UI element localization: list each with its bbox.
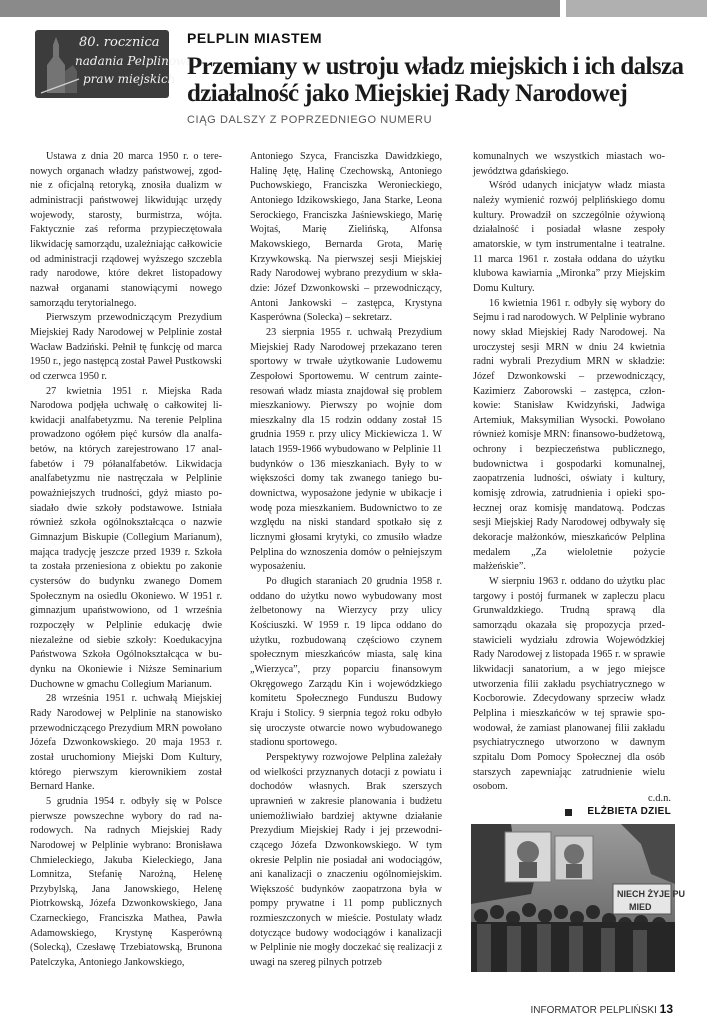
continued-note: c.d.n. (647, 793, 671, 804)
top-bar-dark-segment (0, 0, 560, 17)
page-footer (531, 1002, 673, 1016)
section-label: PELPLIN MIASTEM (187, 30, 323, 46)
page-number: 13 (659, 1002, 673, 1016)
article-title: Przemiany w ustroju władz miejskich i ich dalsza działalność jako Miejskiej Rady Narodowej (187, 53, 684, 107)
crowd-demonstration-photo-icon (471, 824, 686, 972)
top-color-bar (0, 0, 707, 17)
paragraph: 5 grudnia 1954 r. odbyły się w Polsce pierwsze powszechne wybory do rad narodowych. Na radnych Miejskiej Rady Narodowej w Pelplinie wybrano: Bronisława Chmieleckiego, Jakuba Kieleckiego, Jana Lomnitza, Stefanię Narożną, Helenę Przybylską, Jana Janowskiego, Helenę Piotrkowską, Józefa Dzwonkowskiego, Jana Czarneckiego, Franciszka Mathea, Pawła Adamowskiego, Krystynę Kasperówną (Solecką), Czesławę Trzebiatowską, Brunona Patelczyka, Antoniego Jankowskiego, (30, 795, 222, 969)
paragraph: Ustawa z dnia 20 marca 1950 r. o terenowych organach władzy państwowej, zgodnie z oficjalną retoryką, znosiła dualizm w administracji państwowej likwidując urzędy wojewody, starosty, burmistrza, wójta. Faktycznie zaś reforma przypieczętowała likwidację samorządu, uzależniając całkowicie od administracji rządowej wyższego szczebla rady narodowe, które dekret listopadowy nazwał organami stanowiącymi nowego samorządu terytorialnego. (30, 151, 222, 309)
church-tower-icon (39, 35, 79, 95)
text-column-2 (250, 150, 442, 980)
paragraph: 27 kwietnia 1951 r. Miejska Rada Narodowa podjęła uchwałę o całkowitej likwidacji analfabetyzmu. Na terenie Pelplina prowadzono ogółem pięć kursów dla analfabetów, na których zarejestrowano 17 analfabetów i 79 półanalfabetów. Likwidacja analfabetyzmu nie nastręczała w Pelplinie poważniejszych trudności, gdyż miasto posiadało dwie szkoły podstawowe. Istniała również szkoła ogólnokształcąca o nazwie Gimnazjum Biskupie (Collegium Marianum), mająca tradycję jeszcze przed 1939 r. Szkoła ta została przeniesiona z obiektu po zakonie cystersów do budynku zwanego Domem Społecznym na osiedlu Okoniewo. W 1951 r. gimnazjum upaństwowiono, od 1 września rozpoczęły w Pelplinie edukację dwie niezależne od siebie szkoły: Koedukacyjna Państwowa Szkoła Ogólnokształcąca w budynku na Okoniewie i Niższe Seminarium Duchowne w gmachu Collegium Marianum. (30, 385, 222, 690)
logo-line-2: nadania Pelplinowi (75, 54, 191, 68)
paragraph: Pierwszym przewodniczącym Prezydium Miejskiej Rady Narodowej w Pelplinie został Wacław Badziński. Pełnił tę funkcję od marca 1950 r., jego następcą został Paweł Pustkowski od czerwca 1950 r. (30, 312, 222, 382)
logo-line-3: praw miejskich (83, 72, 176, 86)
anniversary-logo (35, 30, 191, 98)
paragraph: W sierpniu 1963 r. oddano do użytku plac targowy i postój furmanek w zapleczu placu Grunwaldzkiego. Trudną sprawą dla samorządu okazała się propozycja przedstawicieli wydziału zdrowia Wojewódzkiej Rady Narodowej z listopada 1965 r. w sprawie likwidacji sanatorium, a w jego miejsce utworzenia filii zakładu psychiatrycznego w Kocborowie. Zdecydowany sprzeciw władz Pelplina i mieszkańców w tej sprawie spowodował, że zamiast planowanej filii zakładu psychiatrycznego utworzono w dawnym szpitalu Dom Pomocy Społecznej dla osób starszych zapewniając zatrudnienie wielu osobom. (473, 576, 665, 793)
paragraph: Wśród udanych inicjatyw władz miasta należy wymienić rozwój pelplińskiego domu kultury. Prowadził on szczególnie ożywioną działalność i posiadał własne zespoły amatorskie, w tym instrumentalne i teatralne. 11 marca 1961 r. została oddana do użytku klubowa kawiarnia „Mironka” przy Miejskim Domu Kultury. (473, 180, 665, 294)
paragraph: Perspektywy rozwojowe Pelplina zależały od wielkości przyznanych dotacji z powiatu i dochodów własnych. Brak szerszych uprawnień w zakresie planowania i budżetu uniemożliwiało bardziej aktywne działanie Prezydium Miejskiej Rady i jej przewodniczącego Józefa Dzwonkowskiego. W tym okresie Pelplin nie posiadał ani wodociągów, ani kanalizacji o znaczeniu ogólnomiejskim. Większość budynków zaopatrzona była w pompy prywatne i 11 pomp publicznych rozmieszczonych w mieście. Postulaty władz dotyczące budowy wodociągów i kanalizacji w Pelplinie nie mogły doczekać się realizacji z uwagi na szereg pilnych potrzeb (250, 751, 442, 969)
text-column-3 (473, 150, 665, 793)
text-column-1 (30, 150, 222, 980)
paragraph: Antoniego Szyca, Franciszka Dawidzkiego, Halinę Jętę, Halinę Czechowską, Antoniego Puchowskiego, Franciszka Weronieckiego, Antoniego Idzikowskiego, Jana Starke, Leona Serockiego, Franciszka Jaśniewskiego, Marię Wojtaś, Marię Zielińską, Alfonsa Makowskiego, Bernarda Grota, Marię Krzywkowską. Na pierwszej sesji Miejskiej Rady Narodowej wybrano prezydium w składzie: Józef Dzwonkowski – przewodniczący, Antoni Jankowski – zastępca, Krystyna Kasperówna (Solecka) – sekretarz. (250, 151, 442, 324)
historical-photo (471, 824, 686, 972)
paragraph: Po długich staraniach 20 grudnia 1958 r. oddano do użytku nowo wybudowany most żelbetonowy na Wierzycy przy ulicy Kościuszki. W 1959 r. 19 lipca oddano do użytku, rozbudowaną częściowo czynem społecznym mieszkańców miasta, salę kina „Wierzyca”, przy poparciu finansowym Okręgowego Zarządu Kin i wojewódzkiego komitetu Społecznego Funduszu Budowy Kraju i Stolicy. 9 sierpnia tegoż roku odbyło się uroczyste otwarcie nowo wybudowanego stadionu sportowego. (250, 576, 442, 749)
paragraph: komunalnych we wszystkich miastach województwa gdańskiego. (473, 151, 665, 177)
paragraph: 28 września 1951 r. uchwałą Miejskiej Rady Narodowej w Pelplinie na stanowisko przewodniczącego Prezydium MRN powołano Józefa Dzwonkowskiego. 20 maja 1953 r. został uruchomiony Miejski Dom Kultury, którego pierwszym kierownikiem został Bernard Hanke. (30, 693, 222, 793)
paragraph: 23 sierpnia 1955 r. uchwałą Prezydium Miejskiej Rady Narodowej przekazano teren sportowy w trwałe użytkowanie Ludowemu Zespołowi Sportowemu. W centrum zainteresowań władz miasta znajdował się problem mieszkaniowy. Pierwszy po wojnie dom mieszkalny dla 15 rodzin oddany został 15 grudnia 1959 r. przy ulicy Mickiewicza 1. W latach 1959-1966 wybudowano w Pelplinie 11 budynków o 136 mieszkaniach. Były to w większości domy tak zwanego taniego budownictwa, wyposażone jedynie w ubikacje i wodę poza mieszkaniem. Budownictwo to ze względu na niski standard spotkało się z licznymi głosami krytyki, co zmusiło władze Pelplina do wznoszenia domów o pełniejszym wyposażeniu. (250, 326, 442, 573)
svg-text:NIECH ŻYJE PU: NIECH ŻYJE PU (617, 889, 686, 899)
svg-text:MIED: MIED (629, 902, 652, 912)
publication-name: INFORMATOR PELPLIŃSKI (530, 1005, 657, 1016)
logo-line-1: 80. rocznica (79, 35, 160, 50)
top-bar-light-segment (566, 0, 707, 17)
author-row (473, 806, 671, 820)
article-subtitle: CIĄG DALSZY Z POPRZEDNIEGO NUMERU (187, 114, 433, 126)
paragraph: 16 kwietnia 1961 r. odbyły się wybory do Sejmu i rad narodowych. W Pelplinie wybrano nowy skład Miejskiej Rady Narodowej. Na uroczystej sesji MRN w dniu 24 kwietnia radni wybrali Prezydium MRN w składzie: Józef Dzwonkowski – przewodniczący, Kazimierz Zaborowski – zastępca, członkowie: Stanisław Kwidzyński, Jadwiga Artemiuk, Maksymilian Wysocki. Powołano również komisje MRN: finansowo-budżetową, ochrony i bezpieczeństwa publicznego, budownictwa i gospodarki komunalnej, zaopatrzenia ludności, oświaty i kultury, komisję zdrowia, zatrudnienia i opieki społecznej oraz komisję mandatową. Podczas sesji Miejskiej Rady Narodowej odbywały się dekoracje małżonków, mieszkańców Pelplina medalem „Za wieloletnie pożycie małżeńskie”. (473, 297, 665, 573)
square-bullet-icon (565, 809, 572, 816)
author-name: ELŻBIETA DZIEL (587, 806, 671, 817)
